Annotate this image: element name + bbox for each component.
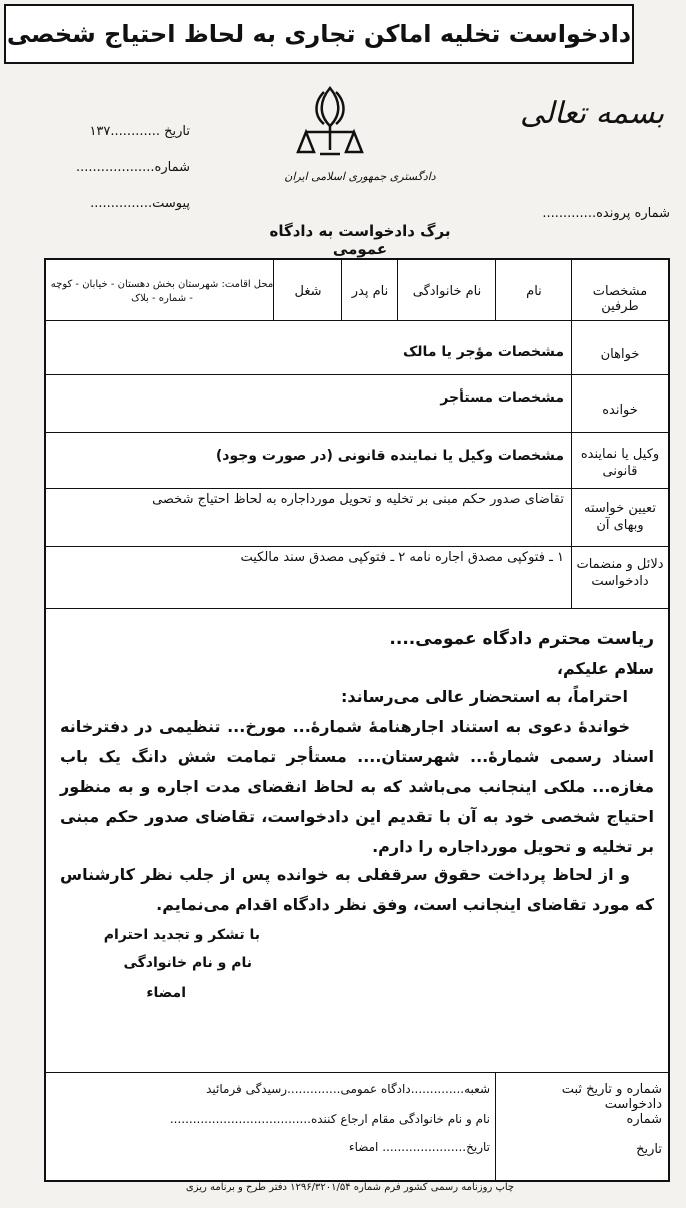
header-family: نام خانوادگی <box>412 284 482 299</box>
row-value-lawyer: مشخصات وکیل یا نماینده قانونی (در صورت وجود) <box>215 448 564 464</box>
letter-salutation: ریاست محترم دادگاه عمومی.... <box>389 629 654 649</box>
print-note: چاپ روزنامه رسمی کشور فرم شماره ۱۲۹۶/۳۲۰۱/۵۴ دفتر طرح و برنامه ریزی <box>185 1182 515 1193</box>
row-label-plaintiff: خواهان <box>600 347 640 362</box>
date-signature: تاریخ...................... امضاء <box>348 1140 490 1154</box>
bismillah: بسمه تعالی <box>520 96 665 131</box>
ministry-name: دادگستری جمهوری اسلامی ایران <box>284 170 436 183</box>
row-value-plaintiff: مشخصات مؤجر یا مالک <box>402 344 564 360</box>
attachment-field: پیوست............... <box>90 196 190 211</box>
row-value-evidence: ۱ ـ فتوکپی مصدق اجاره نامه ۲ ـ فتوکپی مصدق سند مالکیت <box>240 550 564 565</box>
row-label-defendant: خوانده <box>602 403 638 418</box>
registration-date: تاریخ <box>636 1142 662 1157</box>
letter-paragraph-1: خواندهٔ دعوی به استناد اجارهنامهٔ شمارهٔ... مورخ... تنظیمی در دفترخانه اسناد رسمی شمارهٔ... شهرستان.... مستأجر تمامت شش دانگ یک باب مغازه... ملکی اینجانب می‌باشد که به لحاظ انقضای مدت اجاره و به منظور احتیاج شخصی خود به آن با تقدیم این دادخواست، تقاضای صدور حکم مبنی بر تخلیه و تحویل مورداجاره را دارم. <box>60 717 654 856</box>
header-father: نام پدر <box>351 284 389 299</box>
letter-closing: با تشکر و تجدید احترام <box>103 927 260 943</box>
form-subtitle: برگ دادخواست به دادگاه عمومی <box>269 222 451 258</box>
case-number-field: شماره پرونده............. <box>542 206 670 221</box>
row-value-defendant: مشخصات مستأجر <box>440 390 564 406</box>
row-label-evidence: دلائل و منضمات دادخواست <box>576 557 664 589</box>
date-field: تاریخ ............۱۳۷ <box>89 124 190 139</box>
registration-title: شماره و تاریخ ثبت دادخواست <box>561 1082 662 1112</box>
form-title-banner: دادخواست تخلیه اماکن تجاری به لحاظ احتیاج شخصی <box>4 4 634 64</box>
row-label-claim: تعیین خواسته وبهای آن <box>584 501 656 533</box>
header-name: نام <box>526 284 542 299</box>
letter-signature: امضاء <box>146 985 186 1001</box>
letter-intro: احتراماً، به استحضار عالی می‌رساند: <box>340 687 628 706</box>
registration-number: شماره <box>626 1112 662 1127</box>
number-field: شماره................... <box>76 160 190 175</box>
header-job: شغل <box>294 284 322 299</box>
row-label-lawyer: وکیل یا نماینده قانونی <box>580 447 660 479</box>
header-address: محل اقامت: شهرستان بخش دهستان - خیابان - کوچه - شماره - بلاک <box>50 279 274 304</box>
branch-referral: شعبه..............دادگاه عمومی..............رسیدگی فرمائید <box>206 1082 490 1096</box>
header-parties: مشخصات طرفین <box>592 284 648 314</box>
petition-form <box>44 258 670 1182</box>
referrer-name: نام و نام خانوادگی مقام ارجاع کننده..................................... <box>169 1112 490 1126</box>
row-value-claim: تقاضای صدور حکم مبنی بر تخلیه و تحویل مورداجاره به لحاظ احتیاج شخصی <box>152 492 564 507</box>
letter-name: نام و نام خانوادگی <box>123 955 252 971</box>
letter-greeting: سلام علیکم، <box>556 659 654 678</box>
letter-paragraph-2: و از لحاظ پرداخت حقوق سرقفلی به خوانده پس از جلب نظر کارشناس که مورد تقاضای اینجانب است، وفق نظر دادگاه اقدام می‌نمایم. <box>60 865 654 914</box>
